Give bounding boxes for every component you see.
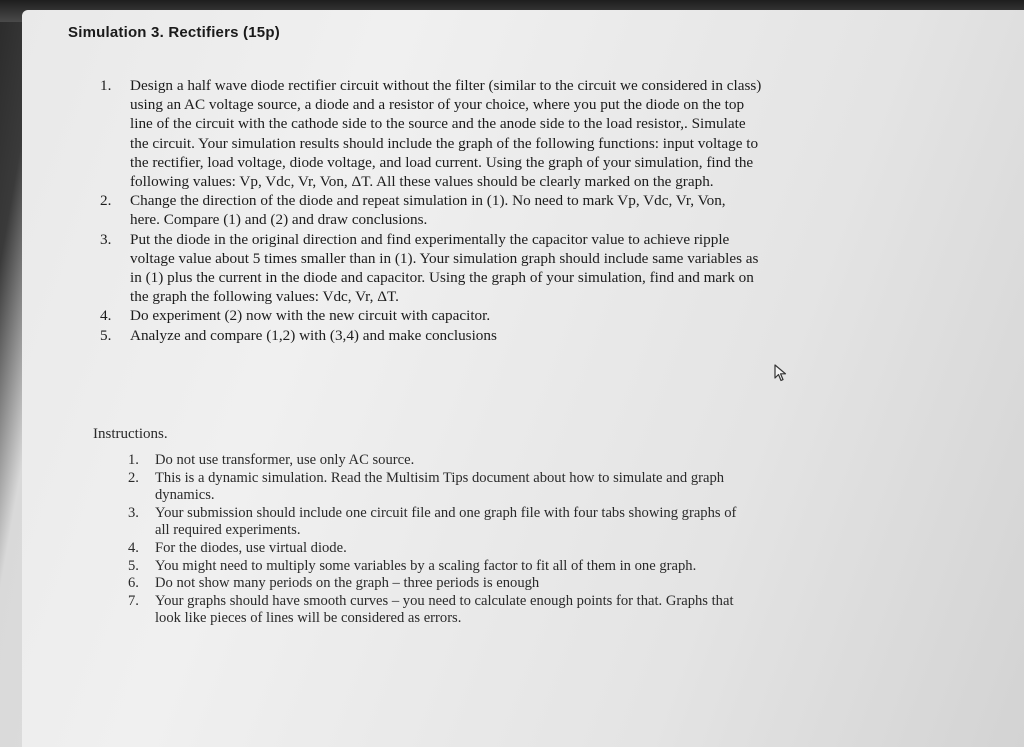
task-line: in (1) plus the current in the diode and capacitor. Using the graph of your simulation, find and mark on — [130, 269, 754, 287]
task-line: Change the direction of the diode and repeat simulation in (1). No need to mark Vp, Vdc, Vr, Von, — [130, 192, 726, 210]
task-line: using an AC voltage source, a diode and a resistor of your choice, where you put the diode on the top — [130, 96, 745, 114]
task-line: Do experiment (2) now with the new circuit with capacitor. — [130, 307, 491, 325]
instruction-number: 3. — [128, 504, 139, 521]
task-line: the rectifier, load voltage, diode voltage, and load current. Using the graph of your simulation, find the — [130, 153, 754, 171]
instruction-number: 5. — [128, 557, 139, 574]
instructions-list — [128, 452, 928, 628]
instruction-item-3 — [128, 505, 928, 540]
task-number: 1. — [100, 77, 112, 94]
page-title: Simulation 3. Rectifiers (15p) — [68, 24, 280, 41]
task-item-1 — [100, 76, 960, 191]
instruction-line: For the diodes, use virtual diode. — [155, 539, 347, 556]
instruction-item-1 — [128, 452, 928, 470]
instruction-line: This is a dynamic simulation. Read the Multisim Tips document about how to simulate and graph — [155, 469, 725, 486]
task-line: the circuit. Your simulation results should include the graph of the following functions: input voltage to — [130, 134, 759, 152]
task-line: the graph the following values: Vdc, Vr, ΔT. — [130, 288, 399, 306]
task-line: Put the diode in the original direction and find experimentally the capacitor value to achieve ripple — [130, 230, 730, 248]
instruction-item-7 — [128, 593, 928, 628]
task-item-3 — [100, 230, 960, 307]
instruction-line: Your submission should include one circuit file and one graph file with four tabs showing graphs of — [155, 504, 737, 521]
task-number: 3. — [100, 230, 112, 248]
task-number: 2. — [100, 192, 112, 210]
instruction-number: 4. — [128, 539, 139, 556]
instruction-item-4 — [128, 540, 928, 558]
instruction-line: Your graphs should have smooth curves – you need to calculate enough points for that. Graphs that — [155, 592, 734, 609]
instruction-line: all required experiments. — [155, 522, 301, 539]
instruction-line: You might need to multiply some variables by a scaling factor to fit all of them in one graph. — [155, 557, 697, 574]
instruction-line: Do not use transformer, use only AC source. — [155, 452, 415, 468]
instruction-number: 1. — [128, 452, 139, 468]
instruction-number: 2. — [128, 469, 139, 486]
task-line: here. Compare (1) and (2) and draw conclusions. — [130, 211, 428, 229]
instruction-line: Do not show many periods on the graph – three periods is enough — [155, 575, 540, 592]
task-item-2 — [100, 191, 960, 229]
instruction-line: dynamics. — [155, 487, 215, 504]
instruction-number: 6. — [128, 575, 139, 592]
task-item-5 — [100, 326, 960, 345]
task-line: voltage value about 5 times smaller than in (1). Your simulation graph should include same variables as — [130, 249, 759, 267]
mouse-pointer-icon — [774, 364, 788, 382]
task-list — [100, 76, 960, 345]
task-number: 5. — [100, 326, 112, 344]
instruction-number: 7. — [128, 592, 139, 609]
instruction-item-2 — [128, 470, 928, 505]
instruction-line: look like pieces of lines will be considered as errors. — [155, 610, 462, 627]
task-line: line of the circuit with the cathode side to the source and the anode side to the load resistor,. Simulate — [130, 115, 746, 133]
instruction-item-5 — [128, 558, 928, 576]
task-line: Analyze and compare (1,2) with (3,4) and make conclusions — [130, 326, 497, 344]
instructions-heading: Instructions. — [93, 426, 168, 442]
task-line: following values: Vp, Vdc, Vr, Von, ΔT. All these values should be clearly marked on the graph. — [130, 173, 714, 191]
task-item-4 — [100, 306, 960, 325]
task-line: Design a half wave diode rectifier circuit without the filter (similar to the circuit we considered in class) — [130, 77, 762, 94]
task-number: 4. — [100, 307, 112, 325]
instruction-item-6 — [128, 575, 928, 593]
